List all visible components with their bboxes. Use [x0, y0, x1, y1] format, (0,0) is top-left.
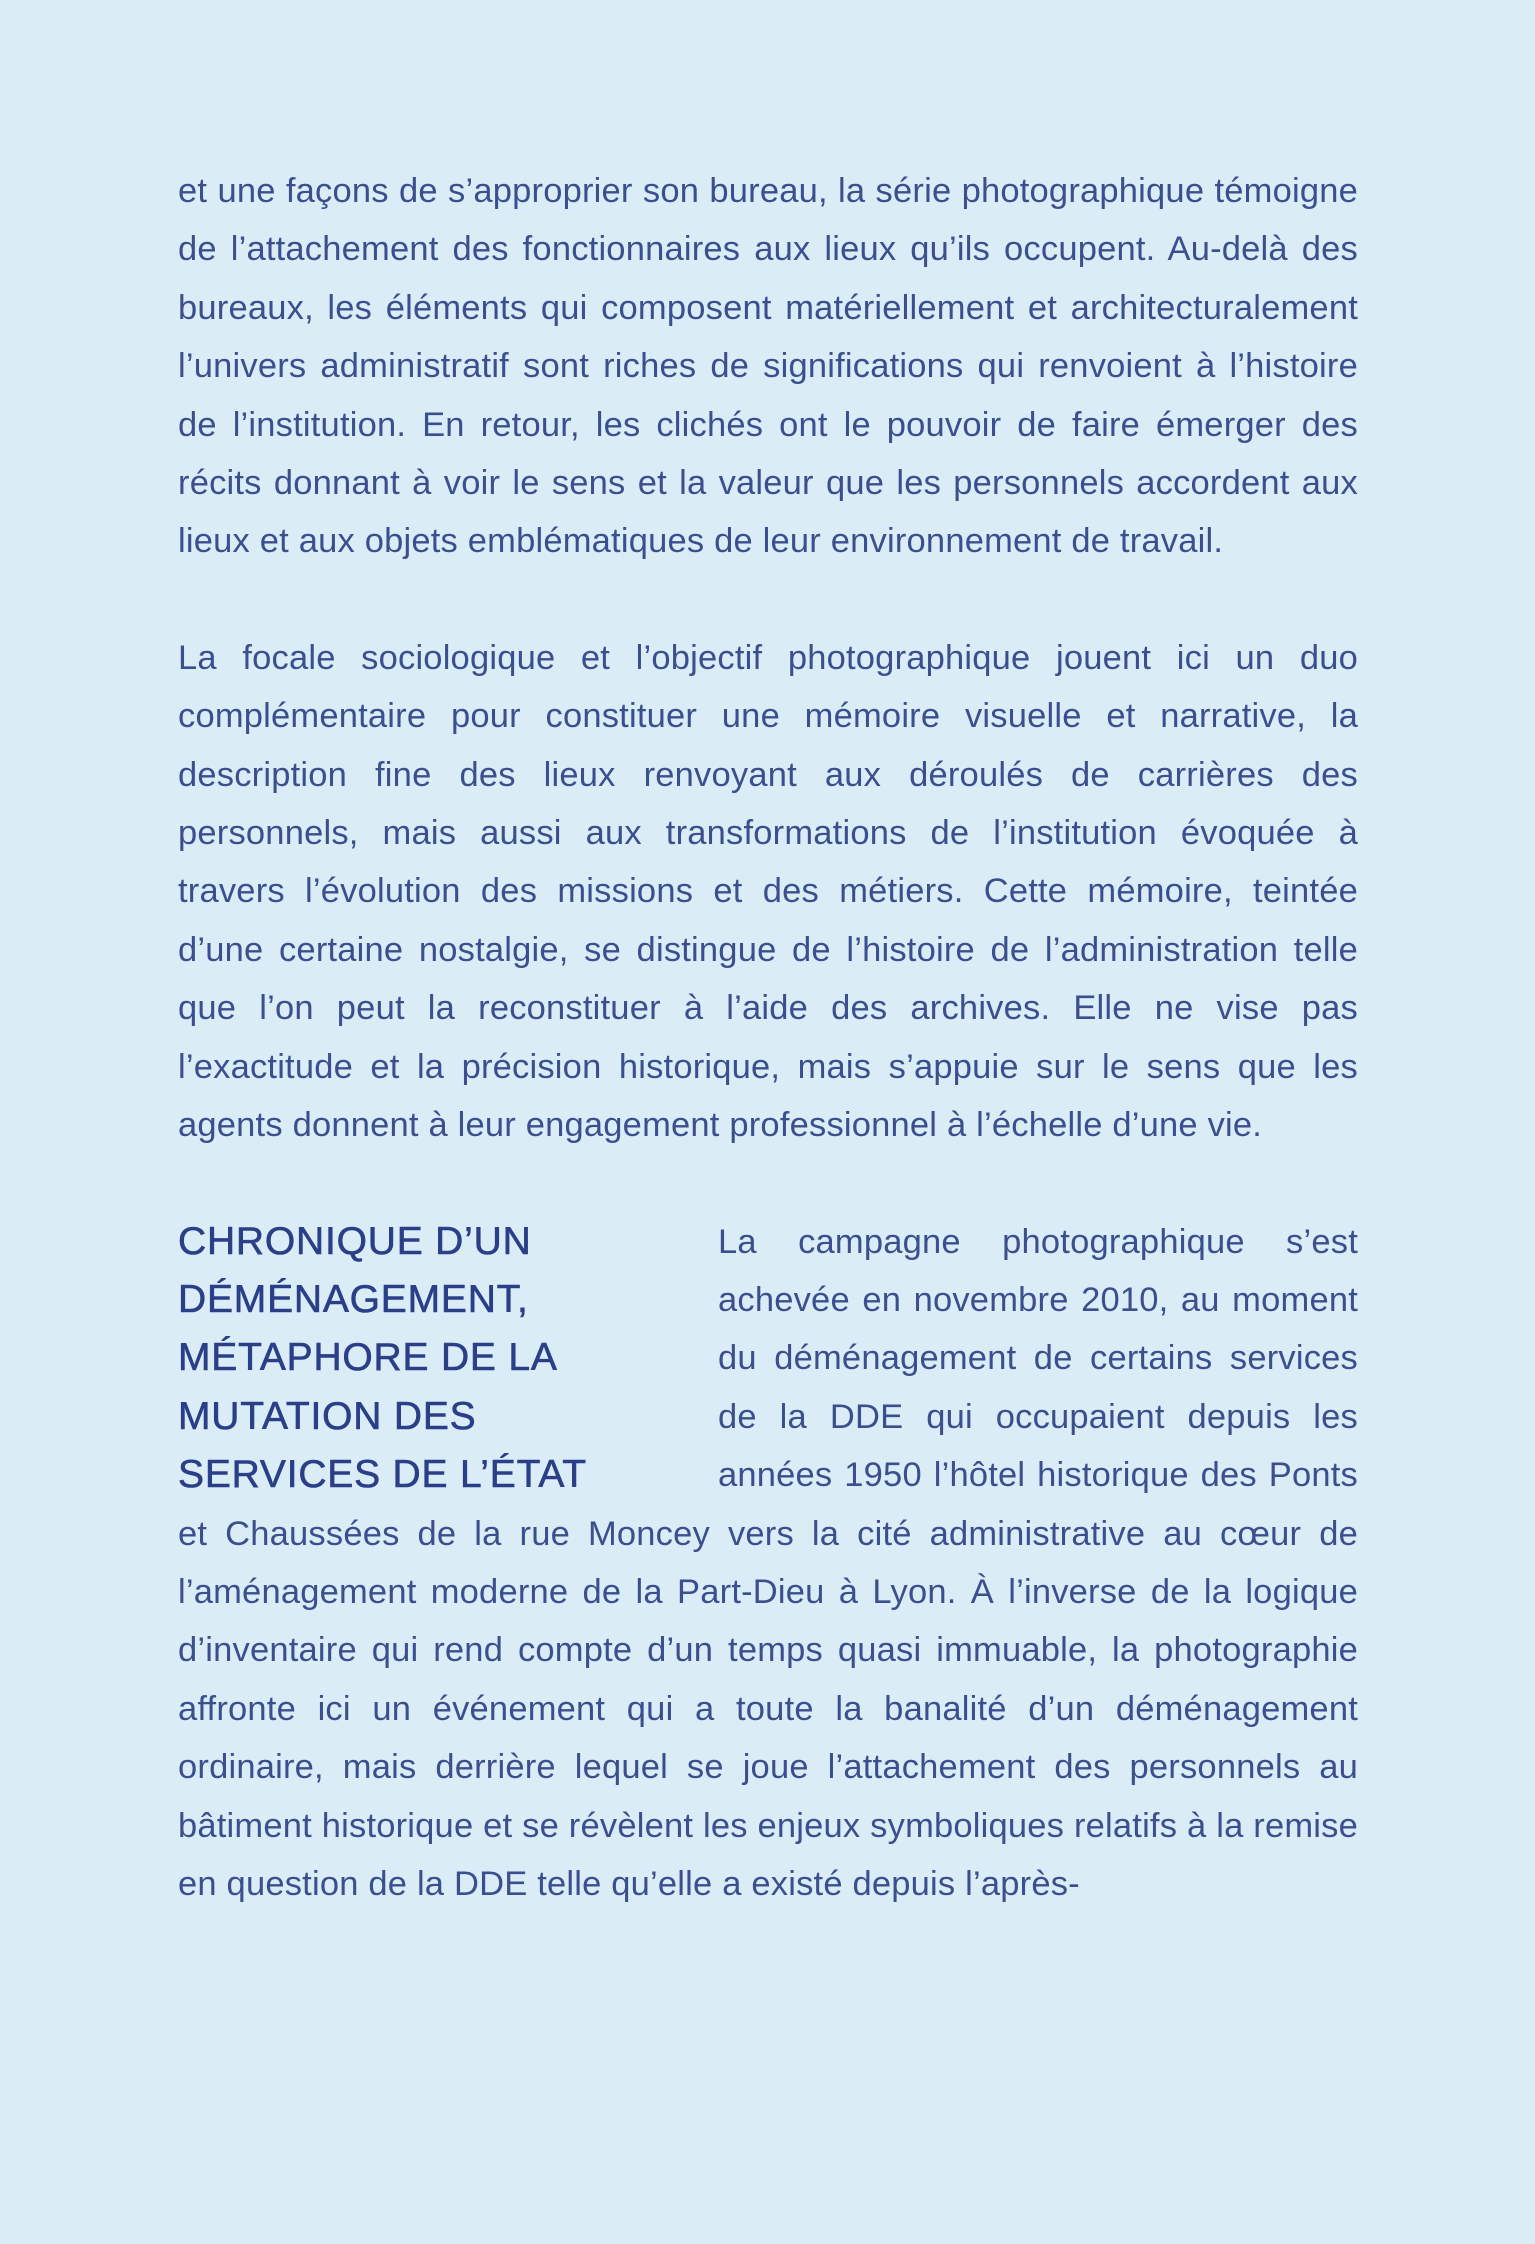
- section-body: La campagne photographique s’est achevée en novembre 2010, au moment du déménagement de certains services de la DDE qui occupaient depuis les années 1950 l’hôtel historique des Ponts et Chaussées de la rue Moncey vers la cité administrative au cœur de l’aménagement moderne de la Part-Dieu à Lyon. À l’inverse de la logique d’inventaire qui rend compte d’un temps quasi immuable, la photographie affronte ici un événement qui a toute la banalité d’un déménagement ordinaire, mais derrière lequel se joue l’attachement des personnels au bâtiment historique et se révèlent les enjeux symboliques relatifs à la remise en question de la DDE telle qu’elle a existé depuis l’après-: [178, 1222, 1358, 1903]
- paragraph-memory: La focale sociologique et l’objectif photographique jouent ici un duo complémentaire pour constituer une mémoire visuelle et narrative, la description fine des lieux renvoyant aux déroulés de carrières des personnels, mais aussi aux transformations de l’institution évoquée à travers l’évolution des missions et des métiers. Cette mémoire, teintée d’une certaine nostalgie, se distingue de l’histoire de l’administration telle que l’on peut la reconstituer à l’aide des archives. Elle ne vise pas l’exactitude et la précision historique, mais s’appuie sur le sens que les agents donnent à leur engagement professionnel à l’échelle d’une vie.: [178, 638, 1358, 1145]
- section-moving: [178, 1213, 1358, 1914]
- section-heading-line: MÉTAPHORE DE LA: [178, 1336, 558, 1380]
- section-heading-line: DÉMÉNAGEMENT,: [178, 1277, 529, 1321]
- section-heading-line: CHRONIQUE D’UN: [178, 1219, 532, 1263]
- paragraph-offices: et une façons de s’approprier son bureau, la série photographique témoigne de l’attachement des fonctionnaires aux lieux qu’ils occupent. Au-delà des bureaux, les éléments qui composent matériellement et architecturalement l’univers administratif sont riches de significations qui renvoient à l’histoire de l’institution. En retour, les clichés ont le pouvoir de faire émerger des récits donnant à voir le sens et la valeur que les personnels accordent aux lieux et aux objets emblématiques de leur environnement de travail.: [178, 172, 1358, 561]
- section-heading-line: SERVICES DE L’ÉTAT: [178, 1453, 587, 1497]
- section-heading-line: MUTATION DES: [178, 1394, 477, 1438]
- document-page: [178, 162, 1358, 1913]
- section-heading: [178, 1213, 658, 1505]
